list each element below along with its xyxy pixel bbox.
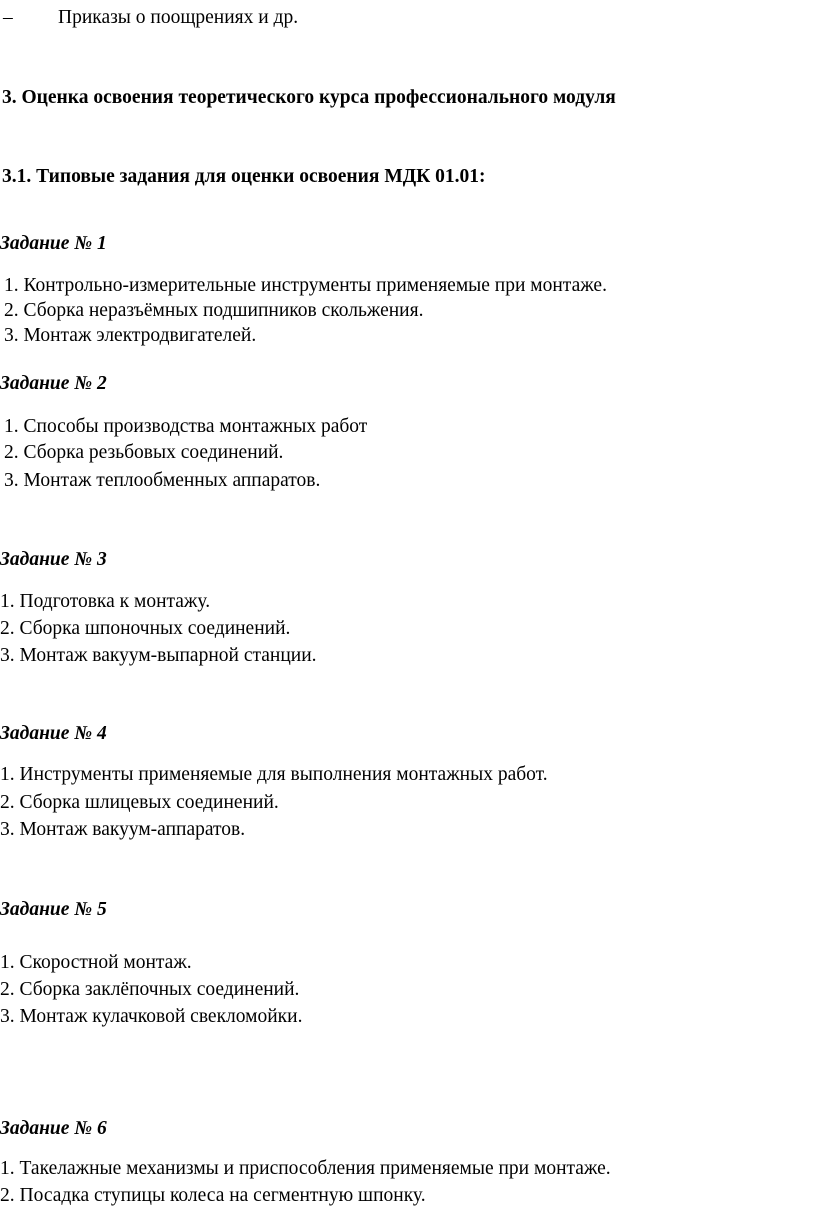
task-item: 2. Сборка заклёпочных соединений. bbox=[0, 979, 300, 1000]
task-item: 2. Сборка шпоночных соединений. bbox=[0, 618, 291, 639]
task-item: 2. Посадка ступицы колеса на сегментную шпонку. bbox=[0, 1185, 426, 1206]
subsection-title: 3.1. Типовые задания для оценки освоения МДК 01.01: bbox=[2, 166, 486, 187]
intro-list-item bbox=[3, 6, 298, 30]
task-item: 3. Монтаж вакуум-выпарной станции. bbox=[0, 645, 317, 666]
section-title: 3. Оценка освоения теоретического курса профессионального модуля bbox=[2, 87, 616, 108]
dash-bullet: – bbox=[3, 7, 13, 28]
task-item: 2. Сборка неразъёмных подшипников скольжения. bbox=[4, 300, 424, 321]
task-item: 3. Монтаж вакуум-аппаратов. bbox=[0, 819, 246, 840]
task-title: Задание № 2 bbox=[0, 373, 107, 394]
task-item: 2. Сборка шлицевых соединений. bbox=[0, 792, 279, 813]
task-item: 2. Сборка резьбовых соединений. bbox=[4, 442, 284, 463]
task-title: Задание № 4 bbox=[0, 723, 107, 744]
task-title: Задание № 3 bbox=[0, 549, 107, 570]
task-title: Задание № 1 bbox=[0, 233, 107, 254]
task-item: 1. Способы производства монтажных работ bbox=[4, 416, 368, 437]
task-title: Задание № 5 bbox=[0, 899, 107, 920]
intro-list-item-text: Приказы о поощрениях и др. bbox=[58, 7, 299, 28]
task-item: 3. Монтаж теплообменных аппаратов. bbox=[4, 470, 321, 491]
task-item: 1. Скоростной монтаж. bbox=[0, 952, 192, 973]
task-item: 3. Монтаж электродвигателей. bbox=[4, 325, 257, 346]
task-item: 3. Монтаж кулачковой свекломойки. bbox=[0, 1006, 303, 1027]
task-item: 1. Такелажные механизмы и приспособления применяемые при монтаже. bbox=[0, 1158, 611, 1179]
task-item: 1. Контрольно-измерительные инструменты применяемые при монтаже. bbox=[4, 275, 607, 296]
task-item: 1. Подготовка к монтажу. bbox=[0, 591, 211, 612]
task-item: 1. Инструменты применяемые для выполнения монтажных работ. bbox=[0, 764, 548, 785]
task-title: Задание № 6 bbox=[0, 1118, 107, 1139]
